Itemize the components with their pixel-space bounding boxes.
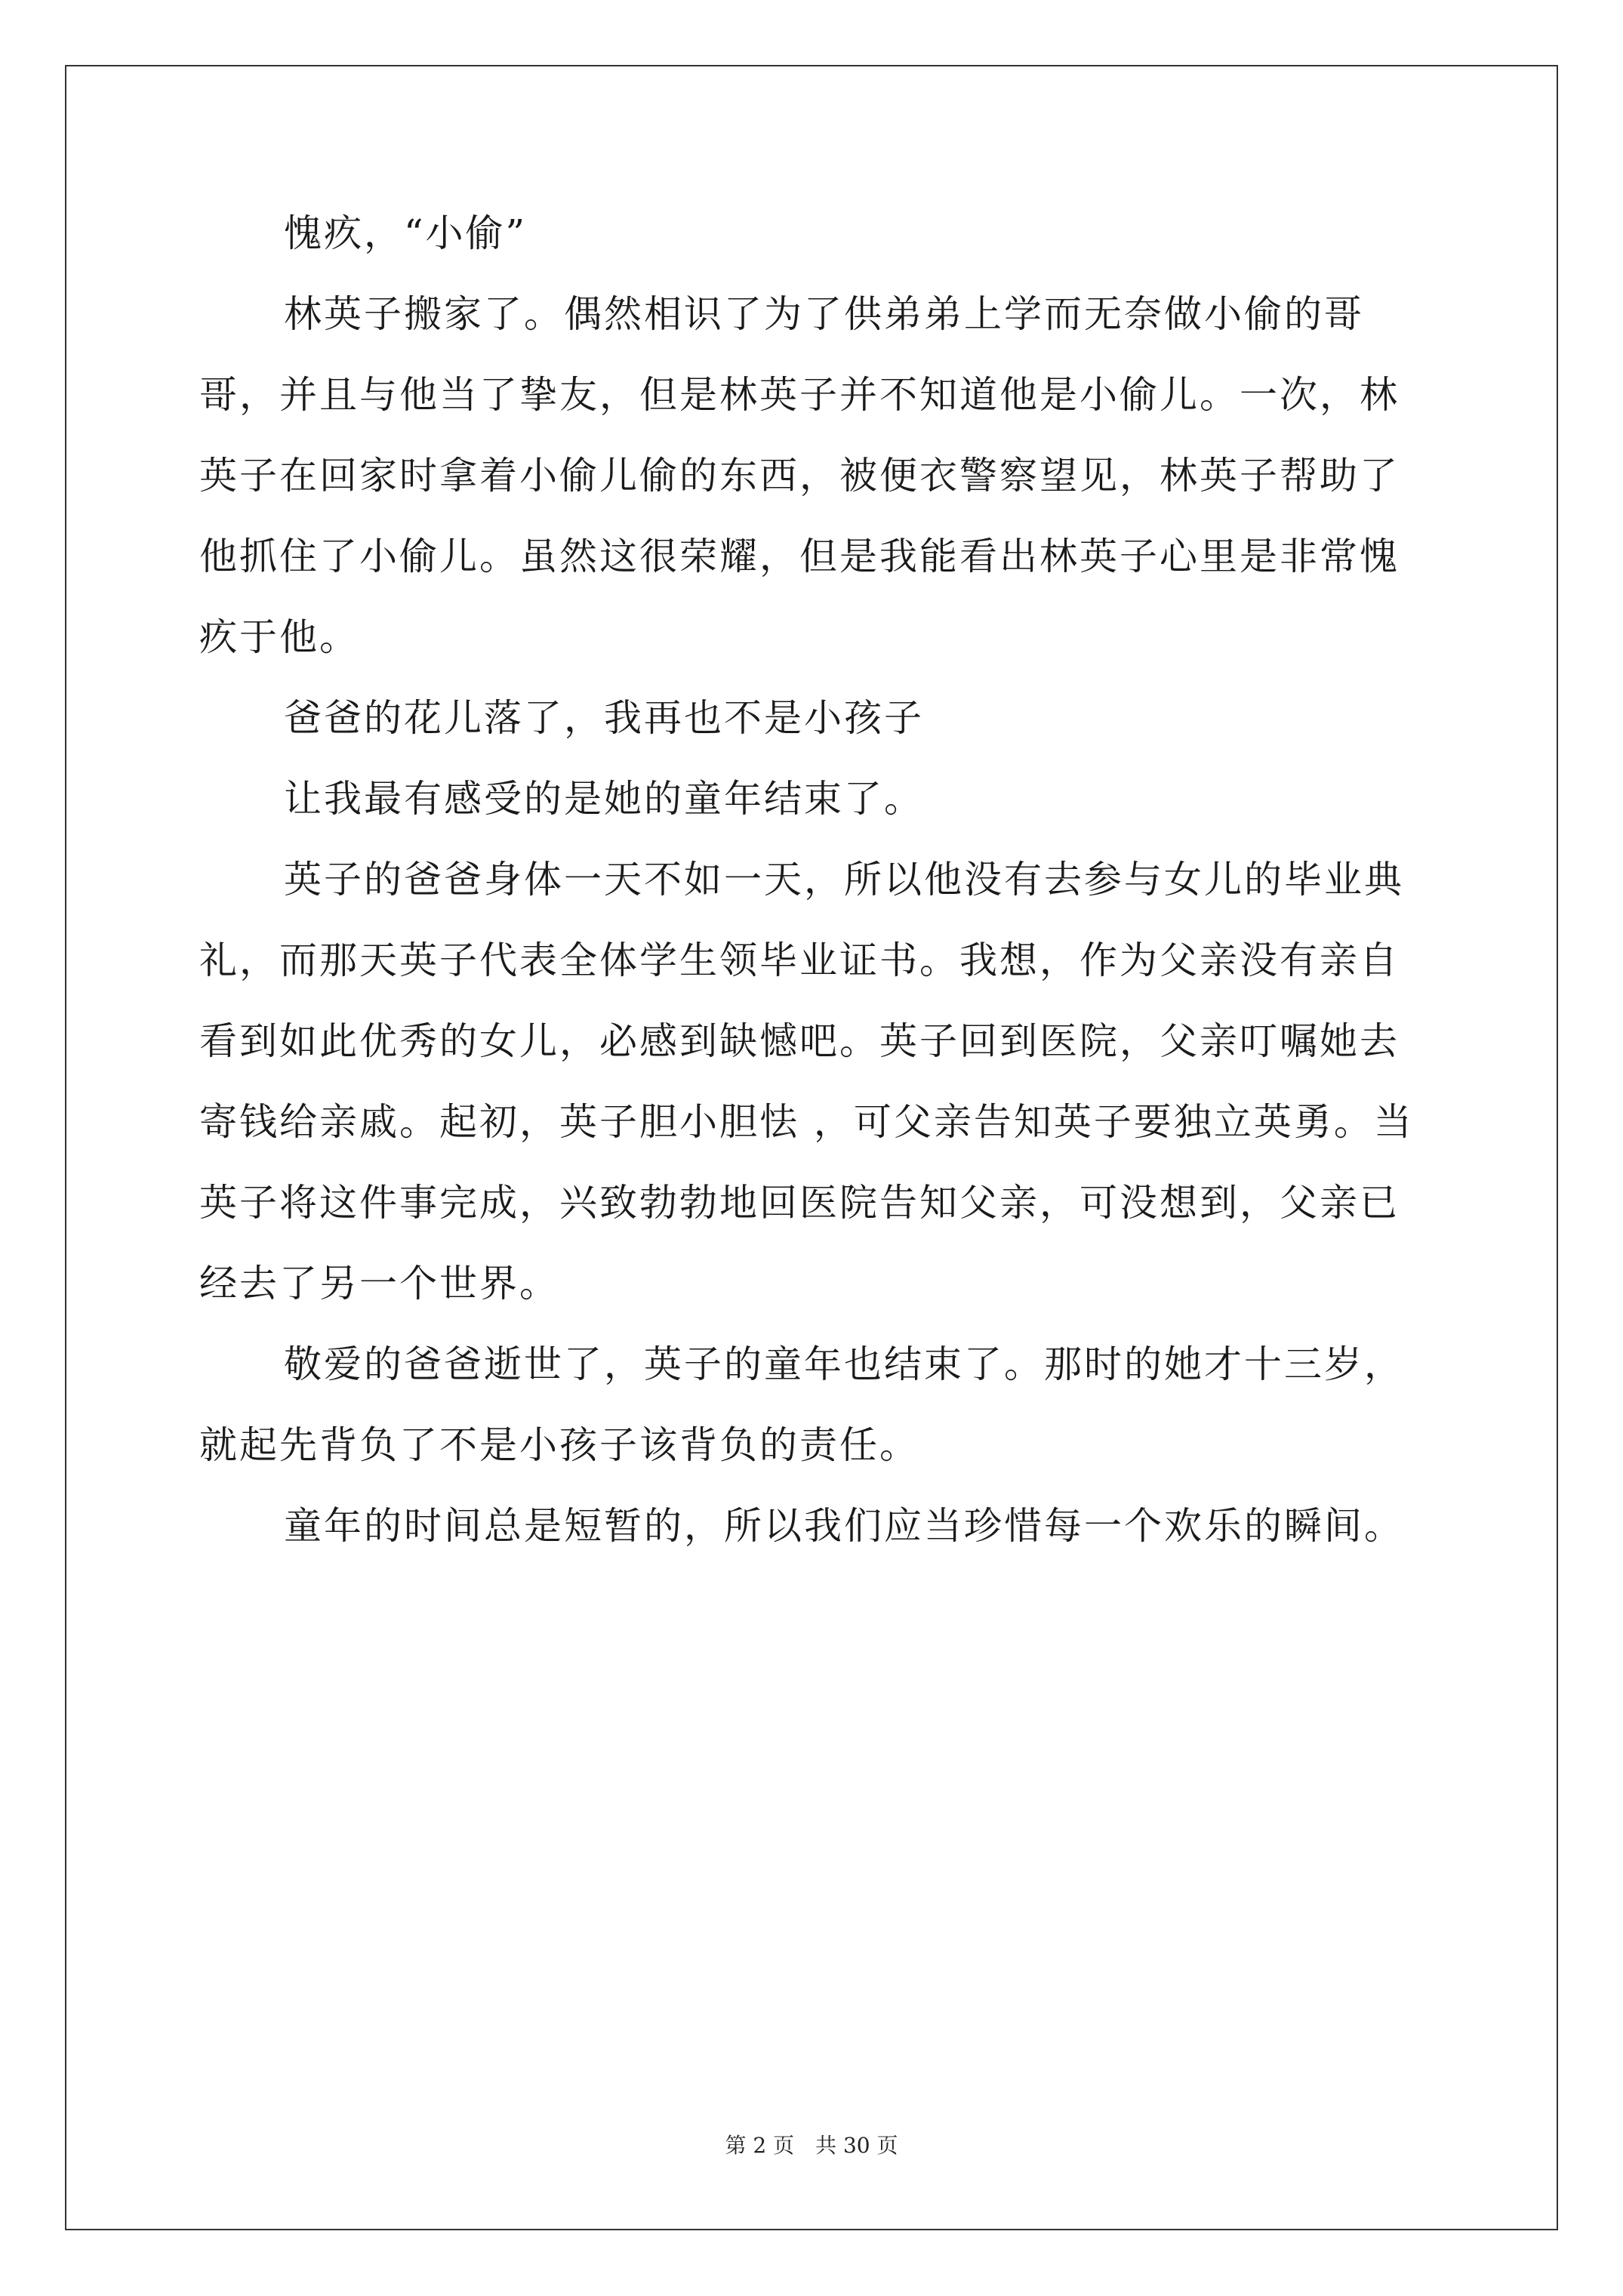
paragraph-thief-story: 林英子搬家了。偶然相识了为了供弟弟上学而无奈做小偷的哥哥，并且与他当了挚友，但是林英子并不知道他是小偷儿。一次，林英子在回家时拿着小偷儿偷的东西，被便衣警察望见，林英子帮助了他抓住了小偷儿。虽然这很荣耀，但是我能看出林英子心里是非常愧疚于他。 xyxy=(199,292,1400,659)
page-number-footer: 第 2 页 共 30 页 xyxy=(725,2133,898,2158)
paragraph-conclusion: 童年的时间总是短暂的，所以我们应当珍惜每一个欢乐的瞬间。 xyxy=(284,1504,1404,1548)
paragraph-father-story: 英子的爸爸身体一天不如一天，所以他没有去参与女儿的毕业典礼，而那天英子代表全体学生领毕业证书。我想，作为父亲没有亲自看到如此优秀的女儿，必感到缺憾吧。英子回到医院，父亲叮嘱她去寄钱给亲戚。起初，英子胆小胆怯 ，可父亲告知英子要独立英勇。当英子将这件事完成，兴致勃勃地回医院告知父亲，可没想到，父亲已经去了另一个世界。 xyxy=(199,858,1414,1305)
paragraph-father-death: 敬爱的爸爸逝世了，英子的童年也结束了。那时的她才十三岁，就起先背负了不是小孩子该背负的责任。 xyxy=(199,1342,1404,1467)
paragraph-heading-flowers: 爸爸的花儿落了，我再也不是小孩子 xyxy=(284,696,924,740)
paragraph-heading-guilt: 愧疚，“小偷” xyxy=(284,211,528,255)
paragraph-childhood-end: 让我最有感受的是她的童年结束了。 xyxy=(284,777,924,821)
document-body xyxy=(199,193,1437,1567)
